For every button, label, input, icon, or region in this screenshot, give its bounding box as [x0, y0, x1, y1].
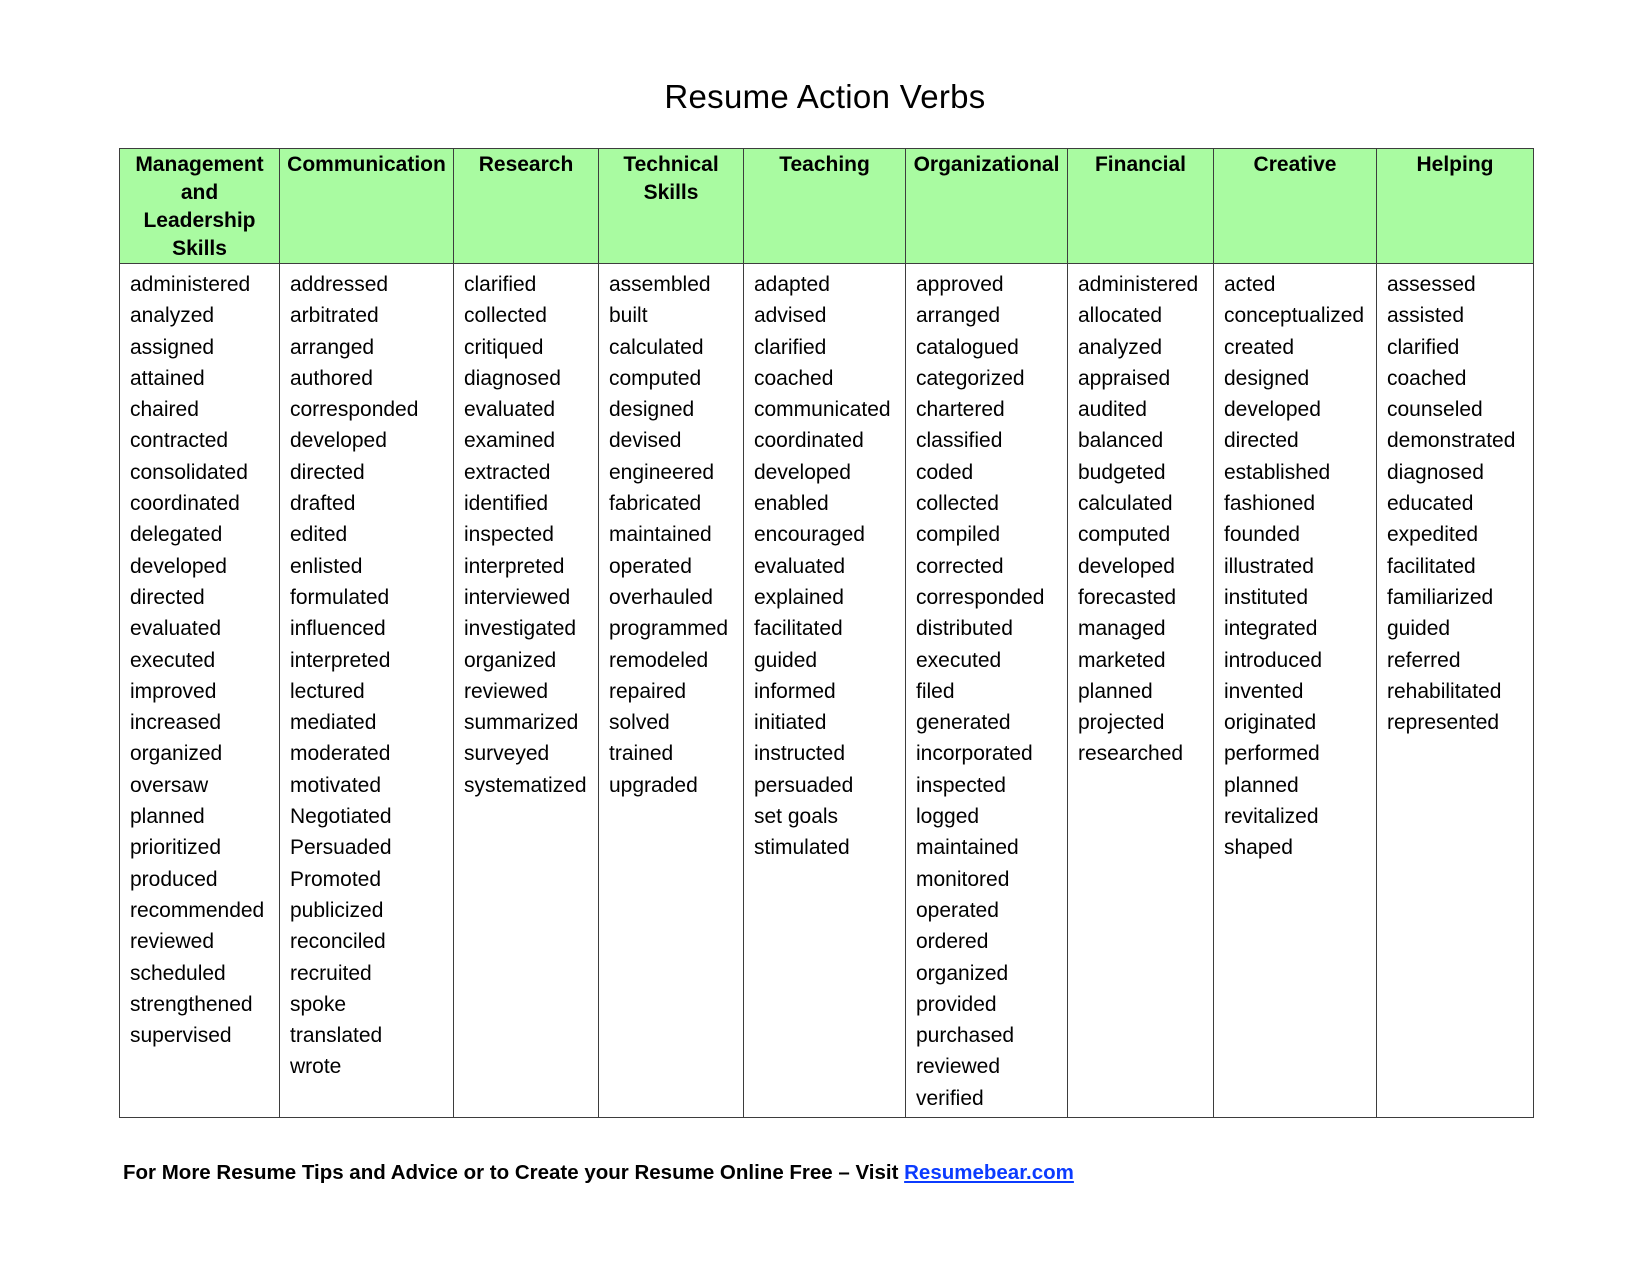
verb-item: extracted	[464, 460, 551, 484]
verb-item: executed	[130, 648, 216, 672]
verb-item: logged	[916, 805, 980, 829]
verb-item: assessed	[1387, 273, 1476, 296]
verb-item: lectured	[290, 679, 365, 703]
verb-item: arranged	[916, 304, 1001, 328]
verb-item: remodeled	[609, 648, 709, 672]
verb-item: improved	[130, 679, 217, 703]
verb-item: enabled	[754, 492, 829, 516]
verb-item: contracted	[130, 429, 229, 453]
verb-item: executed	[916, 648, 1002, 672]
verb-item: clarified	[1387, 335, 1460, 359]
verb-item: devised	[609, 429, 682, 453]
verb-item: corresponded	[916, 585, 1045, 609]
verb-item: prioritized	[130, 836, 222, 860]
verb-item: invented	[1224, 679, 1304, 703]
verb-item: ordered	[916, 930, 989, 954]
verb-item: chaired	[130, 398, 199, 422]
verb-item: engineered	[609, 460, 715, 484]
verb-item: recruited	[290, 961, 372, 985]
verb-item: fabricated	[609, 492, 702, 516]
verb-item: set goals	[754, 805, 839, 829]
verb-item: managed	[1078, 617, 1166, 641]
verb-item: projected	[1078, 711, 1165, 735]
verb-item: introduced	[1224, 648, 1323, 672]
verb-item: expedited	[1387, 523, 1479, 547]
verb-item: classified	[916, 429, 1003, 453]
verb-item: demonstrated	[1387, 429, 1516, 453]
verb-item: encouraged	[754, 523, 865, 547]
verb-item: integrated	[1224, 617, 1318, 641]
header-organizational: Organizational	[906, 149, 1068, 264]
verb-item: created	[1224, 335, 1295, 359]
header-row	[120, 149, 1534, 264]
verb-item: increased	[130, 711, 222, 735]
verb-item: filed	[916, 679, 955, 703]
verb-item: planned	[1078, 679, 1153, 703]
verb-item: shaped	[1224, 836, 1293, 860]
verb-item: explained	[754, 585, 844, 609]
verb-list-organizational	[906, 264, 1068, 1118]
verb-list-creative	[1214, 264, 1377, 1118]
header-management: Management and Leadership Skills	[120, 149, 280, 264]
verb-item: rehabilitated	[1387, 679, 1502, 703]
verb-item: computed	[1078, 523, 1171, 547]
verb-item: strengthened	[130, 992, 253, 1016]
verb-item: directed	[1224, 429, 1299, 453]
verb-list-management	[120, 264, 280, 1118]
verb-item: designed	[609, 398, 695, 422]
verb-item: developed	[1224, 398, 1321, 422]
verb-item: operated	[916, 898, 999, 922]
verb-item: consolidated	[130, 460, 248, 484]
verb-item: calculated	[609, 335, 704, 359]
verb-item: formulated	[290, 585, 390, 609]
verb-item: instructed	[754, 742, 846, 766]
verb-item: forecasted	[1078, 585, 1177, 609]
verb-item: critiqued	[464, 335, 544, 359]
verb-item: allocated	[1078, 304, 1163, 328]
verb-item: persuaded	[754, 773, 854, 797]
verb-item: collected	[916, 492, 999, 516]
verb-item: interpreted	[290, 648, 391, 672]
verb-item: clarified	[754, 335, 827, 359]
verb-item: compiled	[916, 523, 1001, 547]
verb-item: enlisted	[290, 554, 363, 578]
verb-item: assisted	[1387, 304, 1465, 328]
verb-item: trained	[609, 742, 674, 766]
verb-item: spoke	[290, 992, 347, 1016]
verb-item: guided	[1387, 617, 1451, 641]
verb-item: distributed	[916, 617, 1013, 641]
verb-item: publicized	[290, 898, 384, 922]
verb-list-helping	[1377, 264, 1534, 1118]
verb-item: examined	[464, 429, 556, 453]
verb-item: corrected	[916, 554, 1004, 578]
verb-item: fashioned	[1224, 492, 1316, 516]
verb-item: clarified	[464, 273, 537, 296]
verb-item: repaired	[609, 679, 687, 703]
header-research: Research	[454, 149, 599, 264]
verb-item: Negotiated	[290, 805, 392, 829]
header-teaching: Teaching	[744, 149, 906, 264]
verb-item: diagnosed	[464, 366, 561, 390]
verb-item: systematized	[464, 773, 587, 797]
header-communication: Communication	[280, 149, 454, 264]
verb-item: calculated	[1078, 492, 1173, 516]
verb-item: directed	[290, 460, 365, 484]
verb-item: evaluated	[464, 398, 556, 422]
verb-item: maintained	[609, 523, 712, 547]
header-helping: Helping	[1377, 149, 1534, 264]
verb-item: originated	[1224, 711, 1317, 735]
verb-item: initiated	[754, 711, 827, 735]
verb-list-teaching	[744, 264, 906, 1118]
verb-item: reconciled	[290, 930, 386, 954]
verb-item: inspected	[464, 523, 554, 547]
verb-item: developed	[290, 429, 387, 453]
verb-item: coordinated	[754, 429, 864, 453]
verb-item: investigated	[464, 617, 577, 641]
verb-item: overhauled	[609, 585, 713, 609]
footer-text: For More Resume Tips and Advice or to Create your Resume Online Free – Visit	[123, 1161, 905, 1184]
verb-item: evaluated	[754, 554, 846, 578]
verb-item: administered	[130, 273, 251, 296]
verb-list-financial	[1068, 264, 1214, 1118]
verb-item: scheduled	[130, 961, 226, 985]
verb-item: evaluated	[130, 617, 222, 641]
verb-item: collected	[464, 304, 547, 328]
verb-item: balanced	[1078, 429, 1164, 453]
verb-item: developed	[754, 460, 851, 484]
verb-item: assigned	[130, 335, 215, 359]
footer	[123, 1161, 1074, 1185]
verb-item: instituted	[1224, 585, 1309, 609]
verb-item: mediated	[290, 711, 377, 735]
verb-item: marketed	[1078, 648, 1166, 672]
verb-item: Promoted	[290, 867, 382, 891]
verb-item: stimulated	[754, 836, 850, 860]
verb-item: translated	[290, 1024, 383, 1048]
verb-item: surveyed	[464, 742, 550, 766]
verb-item: motivated	[290, 773, 382, 797]
verb-item: categorized	[916, 366, 1025, 390]
verb-item: produced	[130, 867, 218, 891]
verb-item: computed	[609, 366, 702, 390]
verb-item: oversaw	[130, 773, 209, 797]
verb-item: interpreted	[464, 554, 565, 578]
verb-item: planned	[1224, 773, 1299, 797]
verb-item: built	[609, 304, 648, 328]
verb-item: reviewed	[464, 679, 549, 703]
verb-item: planned	[130, 805, 205, 829]
verb-item: analyzed	[1078, 335, 1163, 359]
verb-list-research	[454, 264, 599, 1118]
verb-item: established	[1224, 460, 1331, 484]
verb-item: coached	[1387, 366, 1467, 390]
verb-item: diagnosed	[1387, 460, 1484, 484]
verbs-row	[120, 264, 1534, 1118]
verb-item: summarized	[464, 711, 579, 735]
verb-item: revitalized	[1224, 805, 1319, 829]
verb-item: organized	[464, 648, 557, 672]
verb-item: facilitated	[1387, 554, 1476, 578]
verb-item: programmed	[609, 617, 729, 641]
verb-item: coded	[916, 460, 974, 484]
verb-item: corresponded	[290, 398, 419, 422]
page-title: Resume Action Verbs	[664, 78, 986, 115]
verb-item: assembled	[609, 273, 711, 296]
verb-item: audited	[1078, 398, 1147, 422]
verb-item: verified	[916, 1086, 984, 1110]
verb-list-communication	[280, 264, 454, 1118]
verb-item: provided	[916, 992, 997, 1016]
verb-item: familiarized	[1387, 585, 1494, 609]
verb-item: catalogued	[916, 335, 1019, 359]
verb-item: monitored	[916, 867, 1010, 891]
verb-item: approved	[916, 273, 1004, 296]
verb-item: organized	[916, 961, 1009, 985]
verb-item: administered	[1078, 273, 1199, 296]
verb-item: chartered	[916, 398, 1005, 422]
verb-item: appraised	[1078, 366, 1171, 390]
header-creative: Creative	[1214, 149, 1377, 264]
verb-item: communicated	[754, 398, 891, 422]
verb-item: analyzed	[130, 304, 215, 328]
verb-item: coached	[754, 366, 834, 390]
verb-item: solved	[609, 711, 670, 735]
verb-item: performed	[1224, 742, 1320, 766]
verb-item: operated	[609, 554, 692, 578]
verb-item: addressed	[290, 273, 389, 296]
verb-item: directed	[130, 585, 205, 609]
verb-item: wrote	[290, 1055, 342, 1079]
verb-item: educated	[1387, 492, 1474, 516]
verb-item: counseled	[1387, 398, 1483, 422]
verb-item: interviewed	[464, 585, 571, 609]
verb-item: incorporated	[916, 742, 1033, 766]
verb-item: coordinated	[130, 492, 240, 516]
verb-item: represented	[1387, 711, 1500, 735]
verb-item: purchased	[916, 1024, 1015, 1048]
verb-item: arranged	[290, 335, 375, 359]
verb-item: designed	[1224, 366, 1310, 390]
verb-item: recommended	[130, 898, 265, 922]
verb-item: authored	[290, 366, 373, 390]
verb-item: Persuaded	[290, 836, 392, 860]
header-financial: Financial	[1068, 149, 1214, 264]
verb-item: edited	[290, 523, 348, 547]
verb-item: maintained	[916, 836, 1019, 860]
verb-item: illustrated	[1224, 554, 1314, 578]
header-technical: Technical Skills	[599, 149, 744, 264]
verb-item: developed	[130, 554, 227, 578]
verb-item: organized	[130, 742, 223, 766]
verb-item: acted	[1224, 273, 1276, 296]
action-verbs-table	[119, 148, 1534, 1118]
verb-item: arbitrated	[290, 304, 379, 328]
verb-item: upgraded	[609, 773, 698, 797]
verb-item: founded	[1224, 523, 1300, 547]
verb-item: inspected	[916, 773, 1006, 797]
verb-list-technical	[599, 264, 744, 1118]
verb-item: advised	[754, 304, 827, 328]
verb-item: delegated	[130, 523, 223, 547]
verb-item: reviewed	[916, 1055, 1001, 1079]
verb-item: identified	[464, 492, 549, 516]
verb-item: attained	[130, 366, 205, 390]
verb-item: reviewed	[130, 930, 215, 954]
verb-item: informed	[754, 679, 836, 703]
verb-item: supervised	[130, 1024, 232, 1048]
verb-item: budgeted	[1078, 460, 1166, 484]
verb-item: conceptualized	[1224, 304, 1365, 328]
verb-item: adapted	[754, 273, 830, 296]
verb-item: generated	[916, 711, 1011, 735]
verb-item: researched	[1078, 742, 1184, 766]
verb-item: moderated	[290, 742, 391, 766]
verb-item: developed	[1078, 554, 1175, 578]
verb-item: drafted	[290, 492, 356, 516]
verb-item: facilitated	[754, 617, 843, 641]
verb-item: referred	[1387, 648, 1461, 672]
verb-item: influenced	[290, 617, 386, 641]
resumebear-link[interactable]: Resumebear.com	[904, 1161, 1074, 1184]
verb-item: guided	[754, 648, 818, 672]
